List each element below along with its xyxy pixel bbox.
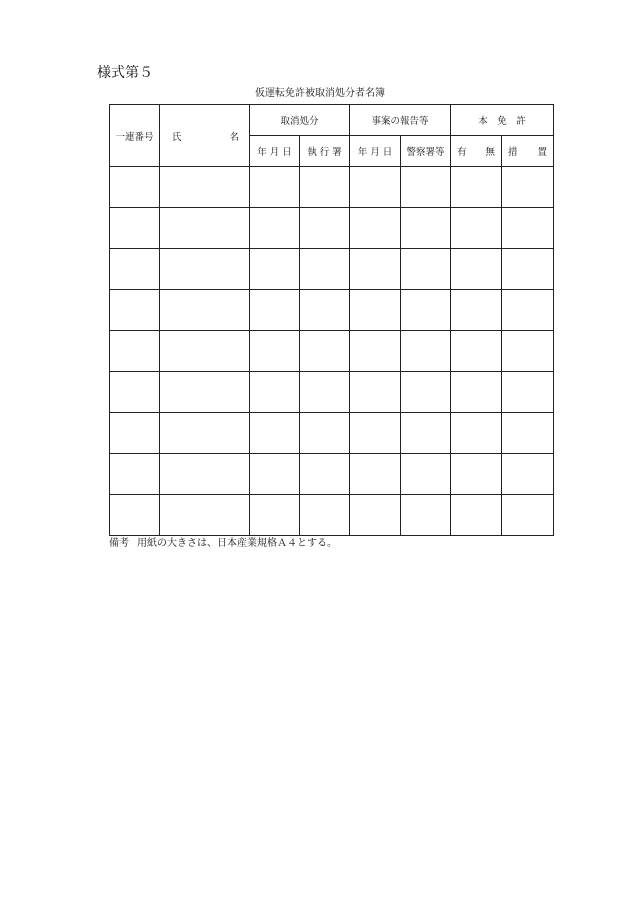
table-cell — [250, 208, 300, 249]
table-cell — [160, 372, 250, 413]
remarks-label: 備考 — [109, 538, 129, 549]
table-cell — [350, 495, 401, 536]
table-cell — [401, 454, 451, 495]
table-cell — [300, 454, 350, 495]
table-cell — [401, 495, 451, 536]
table-cell — [110, 495, 160, 536]
table-cell — [110, 331, 160, 372]
remarks-text: 用紙の大きさは、日本産業規格Ａ４とする。 — [137, 538, 337, 549]
table-cell — [250, 413, 300, 454]
table-cell — [110, 249, 160, 290]
table-cell — [502, 331, 554, 372]
register-body — [110, 167, 554, 536]
table-cell — [451, 495, 502, 536]
table-cell — [502, 249, 554, 290]
presence-yes-label: 有 — [457, 147, 467, 158]
table-cell — [300, 413, 350, 454]
table-cell — [502, 495, 554, 536]
table-cell — [451, 413, 502, 454]
measures-header — [502, 136, 554, 167]
table-cell — [451, 249, 502, 290]
measures-second-char: 置 — [537, 147, 548, 158]
document-title: 仮運転免許被取消処分者名簿 — [255, 88, 385, 99]
table-cell — [350, 372, 401, 413]
presence-no-label: 無 — [485, 147, 496, 158]
form-number: 様式第５ — [97, 65, 153, 81]
table-cell — [110, 454, 160, 495]
table-cell — [110, 290, 160, 331]
table-row — [110, 249, 554, 290]
table-cell — [502, 372, 554, 413]
table-row — [110, 495, 554, 536]
table-cell — [401, 167, 451, 208]
table-cell — [502, 167, 554, 208]
report-date-header: 年 月 日 — [350, 136, 401, 167]
table-cell — [401, 372, 451, 413]
table-cell — [160, 454, 250, 495]
table-cell — [160, 167, 250, 208]
cancel-disposition-header: 取消処分 — [250, 105, 350, 136]
name-header-second-char: 名 — [229, 131, 239, 143]
table-cell — [300, 331, 350, 372]
table-cell — [350, 331, 401, 372]
table-cell — [350, 208, 401, 249]
main-license-header: 本 免 許 — [451, 105, 554, 136]
table-cell — [350, 167, 401, 208]
table-cell — [502, 290, 554, 331]
table-cell — [300, 208, 350, 249]
name-header — [160, 105, 250, 167]
table-cell — [250, 249, 300, 290]
table-row — [110, 208, 554, 249]
table-cell — [160, 249, 250, 290]
table-cell — [350, 413, 401, 454]
table-cell — [160, 290, 250, 331]
table-row — [110, 167, 554, 208]
table-cell — [401, 249, 451, 290]
table-cell — [451, 208, 502, 249]
police-station-header: 警察署等 — [401, 136, 451, 167]
table-cell — [250, 290, 300, 331]
table-cell — [110, 167, 160, 208]
table-cell — [502, 208, 554, 249]
table-cell — [250, 372, 300, 413]
table-row — [110, 413, 554, 454]
table-cell — [300, 372, 350, 413]
register-table — [109, 104, 554, 536]
table-cell — [451, 290, 502, 331]
table-cell — [401, 290, 451, 331]
table-cell — [300, 495, 350, 536]
table-cell — [160, 208, 250, 249]
table-cell — [451, 331, 502, 372]
table-cell — [401, 208, 451, 249]
table-cell — [250, 167, 300, 208]
incident-report-header: 事案の報告等 — [350, 105, 451, 136]
measures-first-char: 措 — [508, 147, 518, 158]
table-cell — [350, 249, 401, 290]
table-cell — [300, 290, 350, 331]
table-cell — [502, 413, 554, 454]
table-row — [110, 331, 554, 372]
table-cell — [300, 249, 350, 290]
table-cell — [250, 495, 300, 536]
remarks — [109, 538, 337, 550]
executing-station-header: 執 行 署 — [300, 136, 350, 167]
table-cell — [502, 454, 554, 495]
table-cell — [250, 331, 300, 372]
presence-header — [451, 136, 502, 167]
table-row — [110, 454, 554, 495]
table-row — [110, 290, 554, 331]
table-cell — [401, 331, 451, 372]
table-cell — [110, 372, 160, 413]
table-cell — [451, 454, 502, 495]
table-cell — [110, 413, 160, 454]
cancel-date-header: 年 月 日 — [250, 136, 300, 167]
table-cell — [350, 290, 401, 331]
table-cell — [160, 331, 250, 372]
serial-number-header: 一連番号 — [110, 105, 160, 167]
table-cell — [451, 167, 502, 208]
table-cell — [110, 208, 160, 249]
table-row — [110, 372, 554, 413]
table-cell — [350, 454, 401, 495]
table-cell — [160, 413, 250, 454]
table-cell — [300, 167, 350, 208]
name-header-first-char: 氏 — [172, 131, 182, 143]
table-cell — [451, 372, 502, 413]
table-cell — [160, 495, 250, 536]
table-cell — [250, 454, 300, 495]
table-cell — [401, 413, 451, 454]
header-row-1 — [110, 105, 554, 136]
